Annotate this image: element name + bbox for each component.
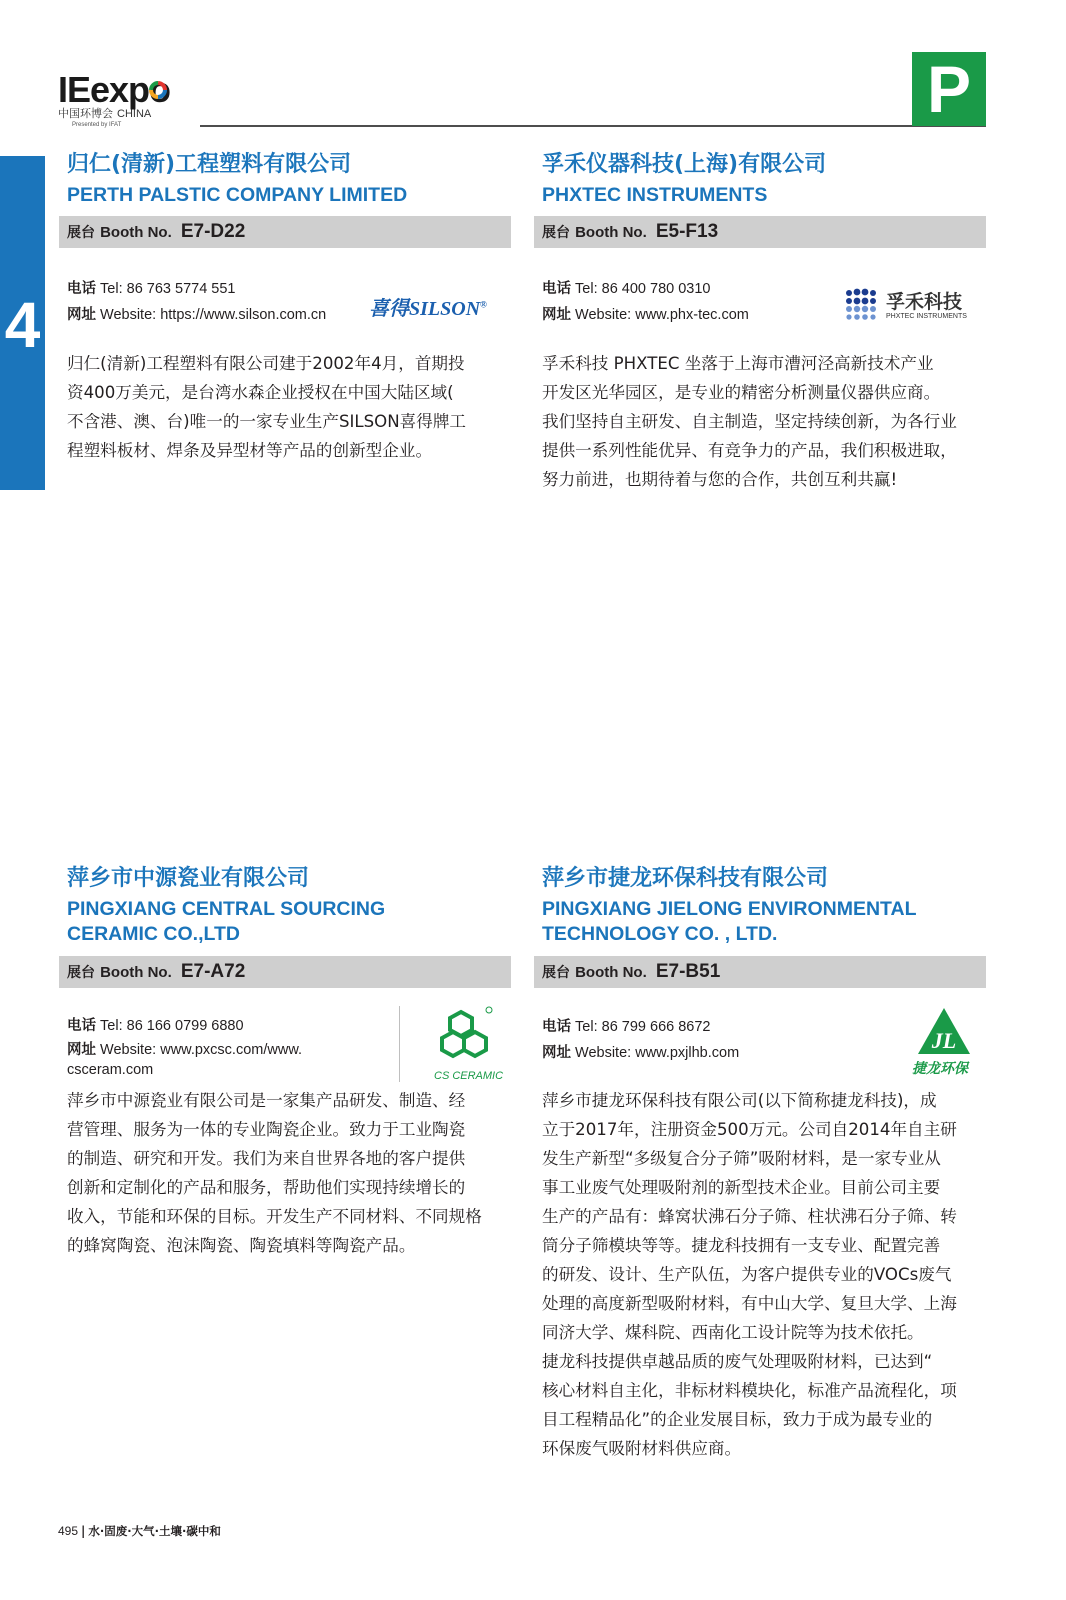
website-label-cn: 网址 [542,307,571,323]
booth-number: E7-A72 [180,961,246,982]
company-name-en: PERTH PALSTIC COMPANY LIMITED [67,184,408,206]
booth-label-cn: 展台 [67,965,95,981]
jielong-triangle-logo-icon [916,1006,972,1058]
website-label-en: Website: [100,307,157,323]
company-name-en: PINGXIANG CENTRAL SOURCING [67,898,386,920]
silson-logo-cn: 喜得 [369,298,409,320]
tel-line [542,276,749,302]
description-line: 的制造、研究和开发。我们为来自世界各地的客户提供 [67,1149,466,1168]
website-value[interactable]: www.pxjlhb.com [635,1045,740,1061]
contact-block [67,1014,302,1078]
company-card-perth [59,150,511,490]
company-name-cn: 归仁(清新)工程塑料有限公司 [67,152,352,177]
jielong-logo-caption: 捷龙环保 [912,1061,968,1077]
tel-value: 86 166 0799 6880 [126,1018,244,1034]
contact-block [542,1014,739,1066]
tel-line [67,276,326,302]
company-name-cn: 孚禾仪器科技(上海)有限公司 [542,152,827,177]
booth-label-cn: 展台 [542,965,570,981]
company-card-jielong [534,864,986,1474]
description-line: 生产的产品有：蜂窝状沸石分子筛、柱状沸石分子筛、转 [542,1207,957,1226]
description-line: 萍乡市中源瓷业有限公司是一家集产品研发、制造、经 [67,1091,466,1110]
tel-label-cn: 电话 [542,1019,571,1035]
logo-divider [399,1006,400,1082]
booth-label-en: Booth No. [100,224,172,241]
silson-logo-en: SILSON [409,298,481,320]
website-label-en: Website: [100,1042,157,1058]
website-line [542,1040,739,1066]
website-label-en: Website: [575,307,632,323]
ieexpo-logo [58,69,188,132]
tel-label-en: Tel: [100,1018,123,1034]
footer-categories: 水·固废·大气·土壤·碳中和 [88,1524,221,1538]
description-line: 目工程精品化”的企业发展目标，致力于成为最专业的 [542,1410,933,1429]
tel-value: 86 763 5774 551 [126,281,236,297]
description-line: 事工业废气处理吸附剂的新型技术企业。目前公司主要 [542,1178,941,1197]
company-name-cn: 萍乡市捷龙环保科技有限公司 [542,866,829,891]
phxtec-logo-cn: 孚禾科技 [886,291,963,313]
jielong-logo-mark: JL [931,1028,957,1053]
website-line [67,302,326,328]
description-line: 努力前进，也期待着与您的合作，共创互利共赢! [542,470,898,489]
logo-presented-by: Presented by IFAT [72,122,122,128]
booth-label-en: Booth No. [100,964,172,981]
company-description [542,1086,982,1463]
tel-value: 86 799 666 8672 [601,1019,711,1035]
logo-ring-icon [148,80,168,100]
tel-label-en: Tel: [575,1019,598,1035]
description-line: 萍乡市捷龙环保科技有限公司(以下简称捷龙科技)，成 [542,1091,937,1110]
booth-label-cn: 展台 [67,225,95,241]
booth-bar [534,956,986,988]
tel-label-cn: 电话 [67,1018,96,1034]
logo-cn-text: 中国环博会 [58,107,113,120]
page-number: 495 [58,1524,79,1538]
tel-line [67,1014,302,1038]
description-line: 的研发、设计、生产队伍，为客户提供专业的VOCs废气 [542,1265,952,1284]
website-line [67,1038,302,1062]
logo-en-text: CHINA [117,108,152,120]
cs-ceramic-logo-caption: CS CERAMIC [434,1070,504,1082]
description-line: 营管理、服务为一体的专业陶瓷企业。致力于工业陶瓷 [67,1120,466,1139]
chapter-number: 4 [4,289,41,361]
booth-number: E7-D22 [180,221,246,242]
company-card-cs-ceramic [59,864,511,1264]
company-name-en: TECHNOLOGY CO. , LTD. [542,923,778,945]
website-value[interactable]: www.phx-tec.com [635,307,749,323]
logo-wordmark: IEexpo [58,69,171,110]
silson-logo-reg: ® [480,299,487,310]
booth-number: E5-F13 [655,221,719,242]
company-name-cn: 萍乡市中源瓷业有限公司 [67,866,310,891]
company-description [67,349,507,465]
booth-bar [534,216,986,248]
website-value-continued[interactable]: csceram.com [67,1062,154,1078]
description-line: 我们坚持自主研发、自主制造，坚定持续创新，为各行业 [542,412,957,431]
description-line: 核心材料自主化，非标材料模块化，标准产品流程化，项 [542,1381,957,1400]
header-divider [200,125,986,127]
description-line: 同济大学、煤科院、西南化工设计院等为技术依托。 [542,1323,924,1342]
website-label-en: Website: [575,1045,632,1061]
description-line: 程塑料板材、焊条及异型材等产品的创新型企业。 [67,441,433,460]
company-name-en: PHXTEC INSTRUMENTS [542,184,768,206]
phxtec-logo-en: PHXTEC INSTRUMENTS [886,313,967,320]
footer-separator: | [81,1524,86,1538]
description-line: 创新和定制化的产品和服务，帮助他们实现持续增长的 [67,1178,466,1197]
website-label-cn: 网址 [67,307,96,323]
company-card-phxtec [534,150,986,500]
silson-logo [369,292,487,321]
description-line: 环保废气吸附材料供应商。 [542,1439,742,1458]
booth-label-en: Booth No. [575,964,647,981]
website-value[interactable]: www.pxcsc.com/www. [160,1042,303,1058]
tel-label-en: Tel: [100,281,123,297]
website-value[interactable]: https://www.silson.com.cn [160,307,327,323]
company-name-en: PINGXIANG JIELONG ENVIRONMENTAL [542,898,917,920]
company-description [67,1086,507,1260]
company-name-en: CERAMIC CO.,LTD [67,923,240,945]
description-line: 筒分子筛模块等等。捷龙科技拥有一支专业、配置完善 [542,1236,941,1255]
description-line: 提供一系列性能优异、有竞争力的产品，我们积极进取， [542,441,957,460]
description-line: 发生产新型“多级复合分子筛”吸附材料，是一家专业从 [542,1149,941,1168]
tel-value: 86 400 780 0310 [601,281,711,297]
section-letter-box: P [912,52,986,126]
booth-bar [59,956,511,988]
booth-label-en: Booth No. [575,224,647,241]
page-footer [58,1523,221,1539]
company-description [542,349,982,494]
tel-label-en: Tel: [575,281,598,297]
booth-bar [59,216,511,248]
description-line: 不含港、澳、台)唯一的一家专业生产SILSON喜得牌工 [67,412,467,431]
contact-block [67,276,326,328]
website-line [542,302,749,328]
contact-block [542,276,749,328]
cs-ceramic-logo-icon [437,1006,497,1070]
website-label-cn: 网址 [67,1042,96,1058]
description-line: 归仁(清新)工程塑料有限公司建于2002年4月，首期投 [67,354,465,373]
description-line: 开发区光华园区，是专业的精密分析测量仪器供应商。 [542,383,941,402]
tel-label-cn: 电话 [542,281,571,297]
description-line: 收入，节能和环保的目标。开发生产不同材料、不同规格 [67,1207,482,1226]
description-line: 孚禾科技 PHXTEC 坐落于上海市漕河泾高新技术产业 [542,354,934,373]
booth-label-cn: 展台 [542,225,570,241]
description-line: 的蜂窝陶瓷、泡沫陶瓷、陶瓷填料等陶瓷产品。 [67,1236,416,1255]
booth-number: E7-B51 [655,961,721,982]
tel-label-cn: 电话 [67,281,96,297]
description-line: 资400万美元，是台湾水森企业授权在中国大陆区域( [67,383,454,402]
phxtec-dot-grid-icon [844,288,878,322]
description-line: 处理的高度新型吸附材料，有中山大学、复旦大学、上海 [542,1294,957,1313]
logo-subtitle [58,108,151,120]
website-label-cn: 网址 [542,1045,571,1061]
description-line: 捷龙科技提供卓越品质的废气处理吸附材料，已达到“ [542,1352,933,1371]
tel-line [542,1014,739,1040]
description-line: 立于2017年，注册资金500万元。公司自2014年自主研 [542,1120,957,1139]
